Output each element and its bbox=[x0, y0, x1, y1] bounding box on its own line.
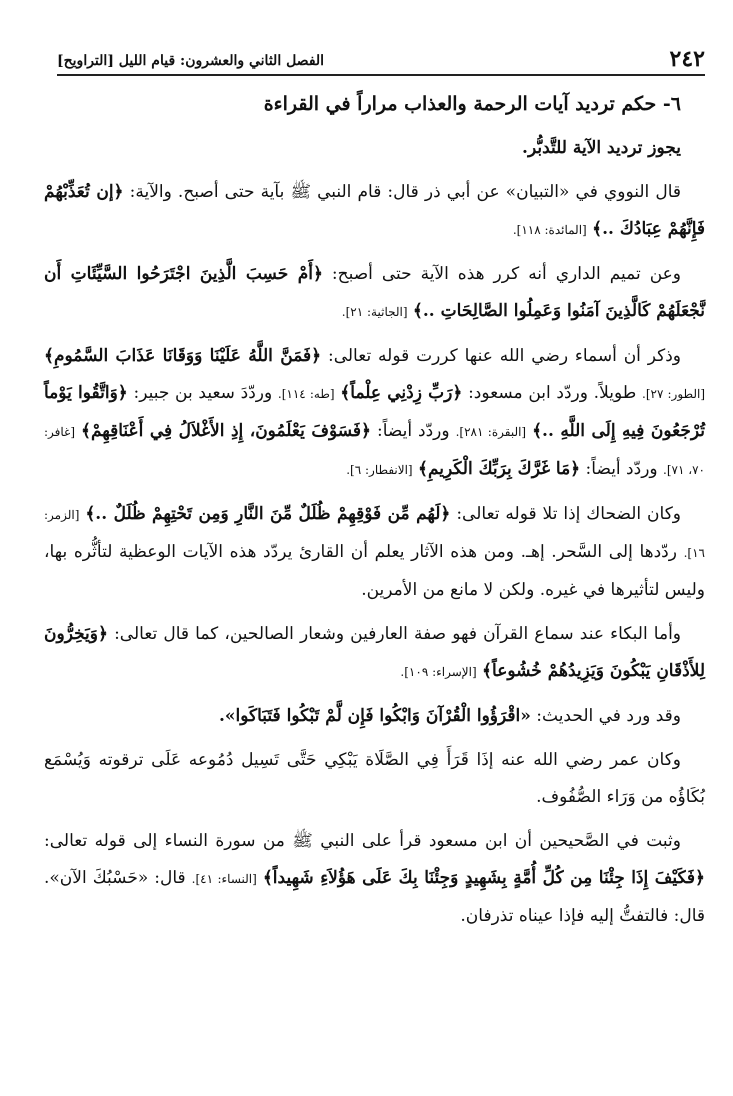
paragraph-text: وكان الضحاك إذا تلا قوله تعالى: bbox=[456, 504, 681, 524]
paragraph-5 bbox=[44, 616, 705, 691]
verse-reference: [طه: ١١٤]. bbox=[277, 387, 335, 401]
paragraph-8 bbox=[44, 823, 705, 935]
paragraph-4 bbox=[44, 496, 705, 609]
section-intro: يجوز ترديد الآية للتَّدبُّر. bbox=[522, 138, 681, 158]
hadith-quote: «اقْرَؤُوا الْقُرْآنَ وَابْكُوا فَإِن لَّمْ تَبْكُوا فَتَبَاكَوا». bbox=[218, 706, 531, 726]
quran-verse: ﴿فَمَنَّ اللَّهُ عَلَيْنَا وَوَقَانَا عَذَابَ السَّمُومِ﴾ bbox=[44, 346, 322, 366]
paragraph-text: قال: «حَسْبُكَ الآن». قال: فالتفتُّ إليه فإذا عيناه تذرفان. bbox=[44, 868, 705, 926]
paragraph-text: وعن تميم الداري أنه كرر هذه الآية حتى أصبح: bbox=[331, 264, 681, 284]
quran-verse: ﴿فَكَيْفَ إِذَا جِئْنَا مِن كُلِّ أُمَّةٍ بِشَهِيدٍ وَجِئْنَا بِكَ عَلَى هَؤُلاَءِ شَهِيداً﴾ bbox=[262, 868, 705, 888]
quran-verse: ﴿مَا غَرَّكَ بِرَبِّكَ الْكَرِيمِ﴾ bbox=[418, 459, 581, 479]
paragraph-2 bbox=[44, 256, 705, 331]
quran-verse: ﴿وَيَخِرُّونَ لِلأَذْقَانِ يَبْكُونَ وَيَزِيدُهُمْ خُشُوعاً﴾ bbox=[44, 624, 705, 681]
paragraph-text: وكان عمر رضي الله عنه إذَا قَرَأَ فِي الصَّلَاة يَبْكِي حَتَّى تَسِيل دُمُوعه عَلَى ترقوته وَيُسْمَع بُكَاؤُه من وَرَاء الصُّفُوف. bbox=[44, 750, 705, 807]
verse-reference: [الانفطار: ٦]. bbox=[346, 463, 413, 477]
paragraph-text: وردّد أيضاً: bbox=[376, 421, 450, 441]
paragraph-text: طويلاً. وردّد ابن مسعود: bbox=[468, 383, 637, 403]
quran-verse: ﴿لَهُم مِّن فَوْقِهِمْ ظُلَلٌ مِّنَ النَّارِ وَمِن تَحْتِهِمْ ظُلَلٌ ..﴾ bbox=[85, 504, 451, 524]
verse-reference: [غافر: ٧٠، ٧١]. bbox=[44, 425, 705, 477]
quran-verse: ﴿أَمْ حَسِبَ الَّذِينَ اجْتَرَحُوا السَّيِّئَاتِ أَن نَّجْعَلَهُمْ كَالَّذِينَ آمَنُوا وَعَمِلُوا الصَّالِحَاتِ ..﴾ bbox=[44, 264, 705, 321]
paragraph-text: ردّدها إلى السَّحر. إهـ. ومن هذه الآثار يعلم أن القارئ يردّد هذه الآيات الوعظية لتأثُّره بها، وليس لتأثيرها في غيره. ولكن لا مانع من الأمرين. bbox=[44, 542, 705, 600]
page-number: ٢٤٢ bbox=[669, 46, 705, 72]
paragraph-text: وقد ورد في الحديث: bbox=[536, 706, 681, 726]
quran-verse: ﴿رَبِّ زِدْنِي عِلْماً﴾ bbox=[340, 383, 463, 403]
section-heading: ٦- حكم ترديد آيات الرحمة والعذاب مراراً في القراءة bbox=[263, 93, 681, 115]
paragraph-6 bbox=[44, 698, 705, 735]
paragraph-1 bbox=[44, 174, 705, 249]
paragraph-text: وأما البكاء عند سماع القرآن فهو صفة العارفين وشعار الصالحين، كما قال تعالى: bbox=[114, 624, 682, 644]
page-body bbox=[44, 86, 705, 942]
paragraph-7 bbox=[44, 742, 705, 816]
verse-reference: [الزمر: ١٦]. bbox=[44, 508, 705, 560]
verse-reference: [الطور: ٢٧]. bbox=[642, 387, 706, 401]
verse-reference: [النساء: ٤١]. bbox=[191, 872, 257, 886]
quran-verse: ﴿وَاتَّقُوا يَوْماً تُرْجَعُونَ فِيهِ إِلَى اللَّهِ ..﴾ bbox=[44, 383, 705, 441]
paragraph-text: وردّدَ سعيد بن جبير: bbox=[133, 383, 273, 403]
paragraph-text: وردّد أيضاً: bbox=[585, 459, 658, 479]
running-title: الفصل الثاني والعشرون: قيام الليل [التراويح] bbox=[57, 53, 325, 69]
verse-reference: [المائدة: ١١٨]. bbox=[512, 223, 587, 237]
verse-reference: [الجاثية: ٢١]. bbox=[341, 305, 408, 319]
page-header bbox=[57, 40, 705, 76]
paragraph-text: وثبت في الصَّحيحين أن ابن مسعود قرأ على النبي ﷺ من سورة النساء إلى قوله تعالى: bbox=[44, 831, 681, 851]
quran-verse: ﴿فَسَوْفَ يَعْلَمُونَ، إِذِ الأَغْلاَلُ فِي أَعْنَاقِهِمْ﴾ bbox=[80, 421, 371, 441]
paragraph-text: قال النووي في «التبيان» عن أبي ذر قال: قام النبي ﷺ بآية حتى أصبح. والآية: bbox=[129, 182, 682, 202]
quran-verse: ﴿إن تُعَذِّبْهُمْ فَإِنَّهُمْ عِبَادُكَ ..﴾ bbox=[44, 182, 705, 239]
verse-reference: [البقرة: ٢٨١]. bbox=[455, 425, 527, 439]
paragraph-3 bbox=[44, 338, 705, 489]
verse-reference: [الإسراء: ١٠٩]. bbox=[400, 665, 477, 679]
paragraph-text: وذكر أن أسماء رضي الله عنها كررت قوله تعالى: bbox=[327, 346, 682, 366]
